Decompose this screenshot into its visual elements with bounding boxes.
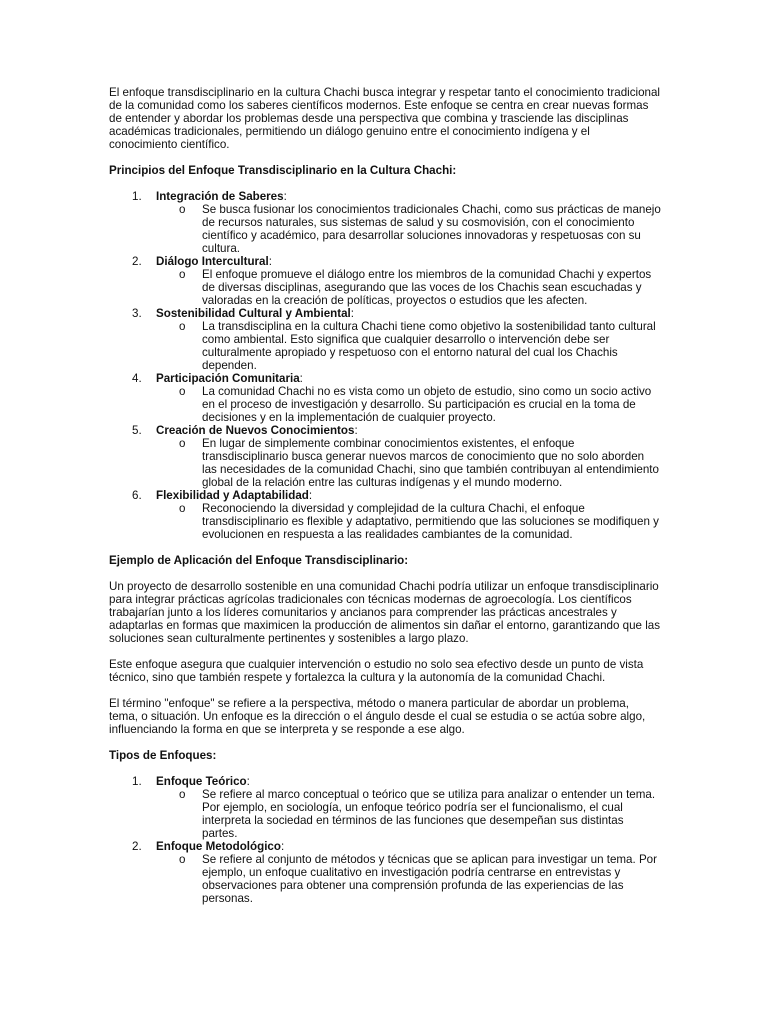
types-heading: Tipos de Enfoques:: [109, 749, 217, 762]
sub-item-text: El enfoque promueve el diálogo entre los miembros de la comunidad Chachi y expertos de diversas disciplinas, asegurando que las voces de los Chachis sean escuchadas y valoradas en la creación de políticas, proyectos o estudios que les afecten.: [202, 268, 652, 307]
bullet-icon: o: [179, 320, 186, 333]
sub-item-text: En lugar de simplemente combinar conocimientos existentes, el enfoque transdisciplinario busca generar nuevos marcos de conocimiento que no solo aborden las necesidades de la comunidad Chachi, sino que también contribuyan al entendimiento global de la relación entre las culturas indígenas y el mundo moderno.: [202, 437, 659, 489]
sub-list-item: [156, 268, 661, 307]
bullet-icon: o: [179, 203, 186, 216]
example-heading: Ejemplo de Aplicación del Enfoque Transdisciplinario:: [109, 554, 409, 567]
list-term: Diálogo Intercultural: [156, 255, 269, 268]
list-number: 6.: [132, 489, 142, 502]
sub-list-item: [156, 385, 661, 424]
term-punct: :: [308, 489, 313, 502]
bullet-icon: o: [179, 268, 186, 281]
list-item: [109, 424, 661, 489]
sub-item-text: Se refiere al conjunto de métodos y técnicas que se aplican para investigar un tema. Por ejemplo, un enfoque cualitativo en investigación podría centrarse en entrevistas y observaciones para obtener una comprensión profunda de las experiencias de las personas.: [202, 853, 657, 905]
term-punct: :: [354, 424, 358, 437]
sub-list: [156, 502, 661, 541]
sub-list: [156, 203, 661, 255]
bullet-icon: o: [179, 437, 186, 450]
bullet-icon: o: [179, 385, 186, 398]
principles-list: [109, 190, 661, 541]
list-term: Sostenibilidad Cultural y Ambiental: [156, 307, 351, 320]
term-punct: :: [246, 775, 250, 788]
intro-paragraph: El enfoque transdisciplinario en la cultura Chachi busca integrar y respetar tanto el conocimiento tradicional de la comunidad como los saberes científicos modernos. Este enfoque se centra en crear nuevas formas de entender y abordar los problemas desde una perspectiva que combina y trasciende las disciplinas académicas tradicionales, permitiendo un diálogo genuino entre el conocimiento indígena y el conocimiento científico.: [109, 86, 661, 151]
sub-list: [156, 437, 661, 489]
list-term: Creación de Nuevos Conocimientos: [156, 424, 355, 437]
list-number: 3.: [132, 307, 142, 320]
bullet-icon: o: [179, 502, 186, 515]
list-term: Integración de Saberes: [156, 190, 284, 203]
document-page: [109, 86, 661, 918]
term-punct: :: [280, 840, 285, 853]
list-number: 5.: [132, 424, 142, 437]
list-item: [109, 372, 661, 424]
sub-list: [156, 853, 661, 905]
list-item: [109, 190, 661, 255]
definition-paragraph: El término "enfoque" se refiere a la perspectiva, método o manera particular de abordar un problema, tema, o situación. Un enfoque es la dirección o el ángulo desde el cual se estudia o se actúa sobre algo, influenciando la forma en que se interpreta y se responde a ese algo.: [109, 697, 646, 736]
list-item: [109, 775, 661, 840]
sub-list: [156, 320, 661, 372]
sub-list-item: [156, 203, 661, 255]
list-item: [109, 489, 661, 541]
list-term: Enfoque Metodológico: [156, 840, 281, 853]
list-item: [109, 255, 661, 307]
list-item: [109, 307, 661, 372]
sub-item-text: Reconociendo la diversidad y complejidad de la cultura Chachi, el enfoque transdisciplinario es flexible y adaptativo, permitiendo que las soluciones se modifiquen y evolucionen en respuesta a las realidades cambiantes de la comunidad.: [202, 502, 659, 541]
sub-list: [156, 385, 661, 424]
list-term: Flexibilidad y Adaptabilidad: [156, 489, 309, 502]
example-paragraph-2: Este enfoque asegura que cualquier intervención o estudio no solo sea efectivo desde un punto de vista técnico, sino que también respete y fortalezca la cultura y la autonomía de la comunidad Chachi.: [109, 658, 644, 684]
term-punct: :: [283, 190, 287, 203]
sub-list-item: [156, 853, 661, 905]
list-item: [109, 840, 661, 905]
types-list: [109, 775, 661, 905]
list-number: 1.: [132, 190, 142, 203]
term-punct: :: [299, 372, 303, 385]
sub-list-item: [156, 437, 661, 489]
list-number: 2.: [132, 840, 142, 853]
sub-list: [156, 788, 661, 840]
list-term: Participación Comunitaria: [156, 372, 300, 385]
sub-item-text: Se busca fusionar los conocimientos tradicionales Chachi, como sus prácticas de manejo de recursos naturales, sus sistemas de salud y su cosmovisión, con el conocimiento científico y académico, para desarrollar soluciones innovadoras y respetuosas con su cultura.: [202, 203, 661, 255]
bullet-icon: o: [179, 788, 186, 801]
sub-item-text: La comunidad Chachi no es vista como un objeto de estudio, sino como un socio activo en el proceso de investigación y desarrollo. Su participación es crucial en la toma de decisiones y en la implementación de cualquier proyecto.: [202, 385, 652, 424]
list-number: 1.: [132, 775, 142, 788]
list-number: 4.: [132, 372, 142, 385]
sub-item-text: La transdisciplina en la cultura Chachi tiene como objetivo la sostenibilidad tanto cultural como ambiental. Esto significa que cualquier desarrollo o intervención debe ser culturalmente apropiado y respetuoso con el entorno natural del cual los Chachis dependen.: [202, 320, 656, 372]
list-term: Enfoque Teórico: [156, 775, 247, 788]
sub-list-item: [156, 320, 661, 372]
sub-list: [156, 268, 661, 307]
sub-item-text: Se refiere al marco conceptual o teórico que se utiliza para analizar o entender un tema. Por ejemplo, en sociología, un enfoque teórico podría ser el funcionalismo, el cual interpreta la sociedad en términos de las funciones que desempeñan sus distintas partes.: [202, 788, 656, 840]
bullet-icon: o: [179, 853, 186, 866]
principles-heading: Principios del Enfoque Transdisciplinario en la Cultura Chachi:: [109, 164, 457, 177]
term-punct: :: [268, 255, 272, 268]
list-number: 2.: [132, 255, 142, 268]
term-punct: :: [350, 307, 354, 320]
example-paragraph-1: Un proyecto de desarrollo sostenible en una comunidad Chachi podría utilizar un enfoque transdisciplinario para integrar prácticas agrícolas tradicionales con técnicas modernas de agroecología. Los científicos trabajarían junto a los líderes comunitarios y ancianos para comprender las prácticas ancestrales y adaptarlas en formas que maximicen la producción de alimentos sin dañar el entorno, garantizando que las soluciones sean culturalmente pertinentes y sostenibles a largo plazo.: [109, 580, 661, 645]
sub-list-item: [156, 502, 661, 541]
sub-list-item: [156, 788, 661, 840]
